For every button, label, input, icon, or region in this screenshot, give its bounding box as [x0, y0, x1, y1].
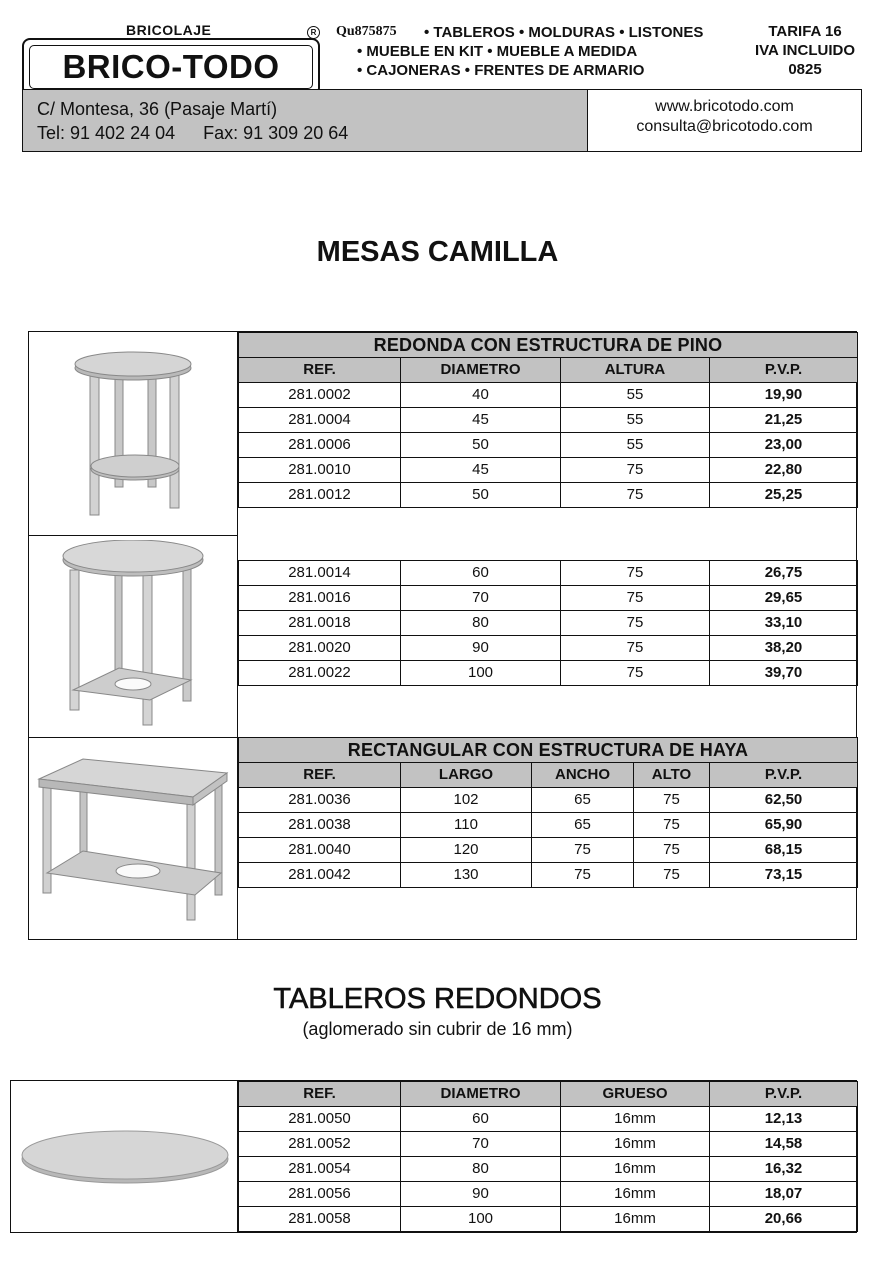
price-cell: 33,10 [710, 611, 858, 636]
ref-cell: 281.0014 [239, 561, 401, 586]
ref-cell: 281.0054 [239, 1157, 401, 1182]
ref-cell: 281.0002 [239, 383, 401, 408]
brand-name: BRICO-TODO [29, 45, 313, 89]
thickness-cell: 16mm [561, 1207, 710, 1232]
section-title-tableros: TABLEROS REDONDOS [273, 983, 602, 1015]
height-cell: 75 [561, 661, 710, 686]
thickness-cell: 16mm [561, 1157, 710, 1182]
table-row [239, 1107, 858, 1132]
price-cell: 68,15 [710, 838, 858, 863]
ref-cell: 281.0012 [239, 483, 401, 508]
ref-cell: 281.0050 [239, 1107, 401, 1132]
price-cell: 12,13 [710, 1107, 858, 1132]
ref-cell: 281.0052 [239, 1132, 401, 1157]
diameter-cell: 60 [401, 561, 561, 586]
rect-table-prices [238, 737, 858, 888]
diameter-cell: 90 [401, 1182, 561, 1207]
phone-line [37, 121, 588, 145]
tariff-info [745, 22, 865, 79]
round-table-prices-b [238, 560, 858, 686]
table-row [239, 1157, 858, 1182]
large-round-table-image [55, 540, 215, 732]
email-link[interactable]: consulta@bricotodo.com [636, 118, 813, 135]
height-cell: 75 [561, 561, 710, 586]
height-cell: 75 [561, 636, 710, 661]
diameter-cell: 40 [401, 383, 561, 408]
ref-cell: 281.0004 [239, 408, 401, 433]
thickness-cell: 16mm [561, 1107, 710, 1132]
round-table-title: REDONDA CON ESTRUCTURA DE PINO [239, 333, 858, 358]
section-subtitle-tableros: (aglomerado sin cubrir de 16 mm) [302, 1019, 573, 1039]
width-cell: 65 [532, 813, 634, 838]
table-row [239, 1132, 858, 1157]
table-row [239, 561, 858, 586]
col-diametro: DIAMETRO [401, 1082, 561, 1107]
ref-cell: 281.0016 [239, 586, 401, 611]
length-cell: 110 [401, 813, 532, 838]
photo-divider-1 [28, 535, 238, 536]
ref-cell: 281.0056 [239, 1182, 401, 1207]
table-row [239, 838, 858, 863]
price-cell: 25,25 [710, 483, 858, 508]
price-cell: 65,90 [710, 813, 858, 838]
price-cell: 16,32 [710, 1157, 858, 1182]
table-row [239, 1182, 858, 1207]
product-line-2: • MUEBLE EN KIT • MUEBLE A MEDIDA [357, 43, 638, 60]
ref-cell: 281.0040 [239, 838, 401, 863]
height-cell: 55 [561, 408, 710, 433]
diameter-cell: 45 [401, 458, 561, 483]
table-row [239, 383, 858, 408]
diameter-cell: 80 [401, 1157, 561, 1182]
height-cell: 75 [634, 813, 710, 838]
contact-box [587, 89, 862, 152]
height-cell: 75 [634, 788, 710, 813]
height-cell: 75 [561, 586, 710, 611]
height-cell: 75 [634, 838, 710, 863]
diameter-cell: 50 [401, 433, 561, 458]
diameter-cell: 60 [401, 1107, 561, 1132]
price-cell: 38,20 [710, 636, 858, 661]
round-board-prices [238, 1081, 858, 1232]
brand-tagline: BRICOLAJE [126, 22, 212, 38]
col-ref: REF. [239, 763, 401, 788]
price-cell: 29,65 [710, 586, 858, 611]
diameter-cell: 45 [401, 408, 561, 433]
phone-number: Tel: 91 402 24 04 [37, 123, 176, 143]
price-cell: 18,07 [710, 1182, 858, 1207]
ref-cell: 281.0020 [239, 636, 401, 661]
width-cell: 65 [532, 788, 634, 813]
price-cell: 22,80 [710, 458, 858, 483]
height-cell: 55 [561, 433, 710, 458]
ref-cell: 281.0018 [239, 611, 401, 636]
table-row [239, 636, 858, 661]
company-code: Qu875875 [336, 24, 397, 39]
section-title-mesas: MESAS CAMILLA [316, 236, 559, 268]
table-row [239, 483, 858, 508]
length-cell: 130 [401, 863, 532, 888]
height-cell: 75 [561, 483, 710, 508]
diameter-cell: 100 [401, 661, 561, 686]
table-row [239, 661, 858, 686]
price-cell: 73,15 [710, 863, 858, 888]
price-cell: 39,70 [710, 661, 858, 686]
width-cell: 75 [532, 838, 634, 863]
col-altura: ALTURA [561, 358, 710, 383]
address-line: C/ Montesa, 36 (Pasaje Martí) [37, 99, 278, 119]
height-cell: 75 [634, 863, 710, 888]
fax-number: Fax: 91 309 20 64 [203, 123, 349, 143]
diameter-cell: 70 [401, 1132, 561, 1157]
height-cell: 75 [561, 611, 710, 636]
col-largo: LARGO [401, 763, 532, 788]
col-ref: REF. [239, 1082, 401, 1107]
col-pvp: P.V.P. [710, 1082, 858, 1107]
price-cell: 62,50 [710, 788, 858, 813]
tariff-number: TARIFA 16 [768, 23, 842, 40]
ref-cell: 281.0010 [239, 458, 401, 483]
price-cell: 21,25 [710, 408, 858, 433]
tariff-code: 0825 [788, 61, 822, 78]
thickness-cell: 16mm [561, 1182, 710, 1207]
brand-logo [22, 38, 320, 96]
col-ref: REF. [239, 358, 401, 383]
ref-cell: 281.0038 [239, 813, 401, 838]
col-pvp: P.V.P. [710, 358, 858, 383]
table-row [239, 788, 858, 813]
diameter-cell: 70 [401, 586, 561, 611]
ref-cell: 281.0042 [239, 863, 401, 888]
col-ancho: ANCHO [532, 763, 634, 788]
website-link[interactable]: www.bricotodo.com [655, 98, 794, 115]
round-table-prices-a [238, 332, 858, 508]
col-pvp: P.V.P. [710, 763, 858, 788]
product-line-1: • TABLEROS • MOLDURAS • LISTONES [424, 24, 704, 41]
diameter-cell: 50 [401, 483, 561, 508]
price-cell: 14,58 [710, 1132, 858, 1157]
rect-table-title: RECTANGULAR CON ESTRUCTURA DE HAYA [239, 738, 858, 763]
table-row [239, 586, 858, 611]
table-row [239, 863, 858, 888]
table-row [239, 433, 858, 458]
address-box [22, 89, 588, 152]
diameter-cell: 80 [401, 611, 561, 636]
price-cell: 23,00 [710, 433, 858, 458]
small-round-table-image [60, 345, 210, 525]
tariff-vat: IVA INCLUIDO [755, 42, 855, 59]
ref-cell: 281.0058 [239, 1207, 401, 1232]
height-cell: 75 [561, 458, 710, 483]
diameter-cell: 90 [401, 636, 561, 661]
table-row [239, 1207, 858, 1232]
col-diametro: DIAMETRO [401, 358, 561, 383]
table-row [239, 408, 858, 433]
thickness-cell: 16mm [561, 1132, 710, 1157]
width-cell: 75 [532, 863, 634, 888]
col-alto: ALTO [634, 763, 710, 788]
registered-mark: R [307, 26, 320, 39]
length-cell: 120 [401, 838, 532, 863]
price-cell: 26,75 [710, 561, 858, 586]
rectangular-table-image [35, 755, 230, 925]
length-cell: 102 [401, 788, 532, 813]
table-row [239, 813, 858, 838]
price-cell: 19,90 [710, 383, 858, 408]
price-cell: 20,66 [710, 1207, 858, 1232]
table-row [239, 611, 858, 636]
table-row [239, 458, 858, 483]
product-line-3: • CAJONERAS • FRENTES DE ARMARIO [357, 62, 645, 79]
round-board-image [20, 1127, 230, 1187]
ref-cell: 281.0006 [239, 433, 401, 458]
col-grueso: GRUESO [561, 1082, 710, 1107]
diameter-cell: 100 [401, 1207, 561, 1232]
height-cell: 55 [561, 383, 710, 408]
ref-cell: 281.0022 [239, 661, 401, 686]
ref-cell: 281.0036 [239, 788, 401, 813]
